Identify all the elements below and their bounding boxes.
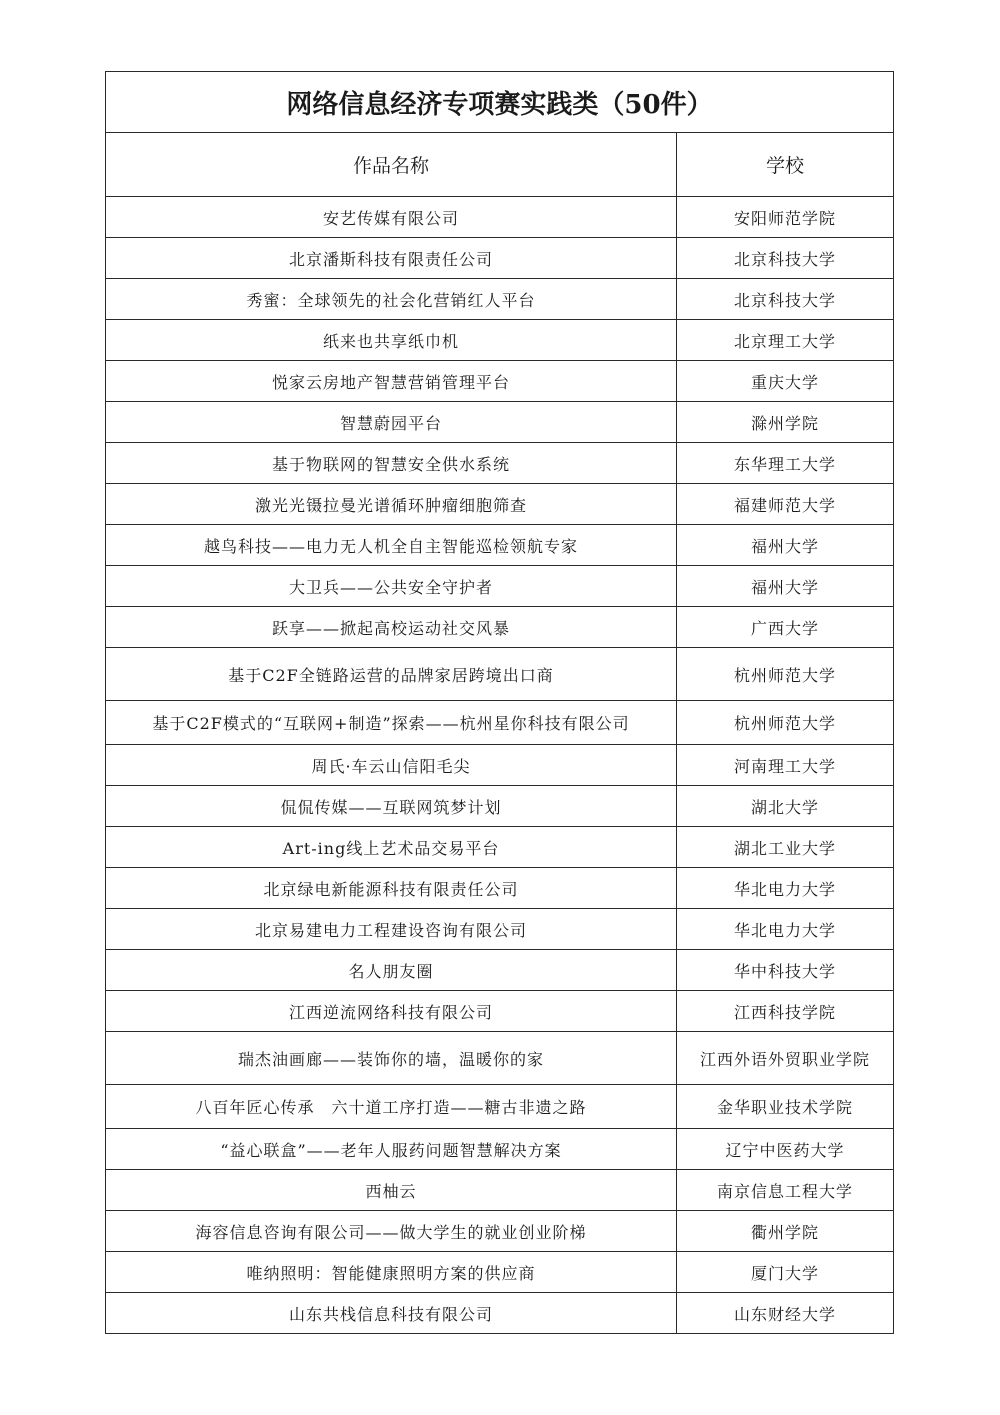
table-title: 网络信息经济专项赛实践类（50件）: [106, 72, 894, 133]
school-cell: 南京信息工程大学: [677, 1170, 894, 1211]
school-cell: 杭州师范大学: [677, 648, 894, 701]
table-row: [106, 443, 894, 484]
school-cell: 北京科技大学: [677, 238, 894, 279]
table-row: [106, 827, 894, 868]
table-row: [106, 991, 894, 1032]
school-cell: 滁州学院: [677, 402, 894, 443]
entry-name-cell: 北京易建电力工程建设咨询有限公司: [106, 909, 677, 950]
school-cell: 华北电力大学: [677, 909, 894, 950]
entry-name-cell: 名人朋友圈: [106, 950, 677, 991]
table-row: [106, 279, 894, 320]
entry-name-cell: 基于C2F模式的“互联网+制造”探索——杭州星你科技有限公司: [106, 701, 677, 745]
entry-name-cell: 江西逆流网络科技有限公司: [106, 991, 677, 1032]
table-row: [106, 868, 894, 909]
school-cell: 北京理工大学: [677, 320, 894, 361]
school-cell: 福州大学: [677, 525, 894, 566]
entry-name-cell: 安艺传媒有限公司: [106, 197, 677, 238]
entry-name-cell: 西柚云: [106, 1170, 677, 1211]
entry-name-cell: 秀蜜：全球领先的社会化营销红人平台: [106, 279, 677, 320]
table-row: [106, 909, 894, 950]
school-cell: 安阳师范学院: [677, 197, 894, 238]
entry-name-cell: 越鸟科技——电力无人机全自主智能巡检领航专家: [106, 525, 677, 566]
entry-name-cell: “益心联盒”——老年人服药问题智慧解决方案: [106, 1129, 677, 1170]
school-cell: 湖北工业大学: [677, 827, 894, 868]
table-body: [106, 197, 894, 1334]
table-row: [106, 525, 894, 566]
table-row: [106, 701, 894, 745]
school-cell: 衢州学院: [677, 1211, 894, 1252]
school-cell: 江西科技学院: [677, 991, 894, 1032]
school-cell: 厦门大学: [677, 1252, 894, 1293]
table-row: [106, 238, 894, 279]
entry-name-cell: 北京潘斯科技有限责任公司: [106, 238, 677, 279]
entry-name-cell: 智慧蔚园平台: [106, 402, 677, 443]
table-row: [106, 402, 894, 443]
entry-name-cell: 北京绿电新能源科技有限责任公司: [106, 868, 677, 909]
table-row: [106, 607, 894, 648]
school-cell: 福建师范大学: [677, 484, 894, 525]
table-row: [106, 1293, 894, 1334]
school-cell: 北京科技大学: [677, 279, 894, 320]
column-header-name: 作品名称: [106, 133, 677, 197]
table-row: [106, 786, 894, 827]
table-row: [106, 648, 894, 701]
entry-name-cell: 大卫兵——公共安全守护者: [106, 566, 677, 607]
entry-name-cell: 唯纳照明：智能健康照明方案的供应商: [106, 1252, 677, 1293]
school-cell: 金华职业技术学院: [677, 1085, 894, 1129]
school-cell: 湖北大学: [677, 786, 894, 827]
entry-name-cell: 八百年匠心传承 六十道工序打造——糖古非遗之路: [106, 1085, 677, 1129]
column-header-school: 学校: [677, 133, 894, 197]
entry-name-cell: Art-ing线上艺术品交易平台: [106, 827, 677, 868]
table-row: [106, 484, 894, 525]
school-cell: 河南理工大学: [677, 745, 894, 786]
entry-name-cell: 瑞杰油画廊——装饰你的墙，温暖你的家: [106, 1032, 677, 1085]
table-row: [106, 950, 894, 991]
table-row: [106, 1252, 894, 1293]
school-cell: 广西大学: [677, 607, 894, 648]
table-row: [106, 1085, 894, 1129]
entry-name-cell: 悦家云房地产智慧营销管理平台: [106, 361, 677, 402]
entry-name-cell: 基于物联网的智慧安全供水系统: [106, 443, 677, 484]
entry-name-cell: 基于C2F全链路运营的品牌家居跨境出口商: [106, 648, 677, 701]
table-row: [106, 320, 894, 361]
school-cell: 华北电力大学: [677, 868, 894, 909]
entry-name-cell: 激光光镊拉曼光谱循环肿瘤细胞筛查: [106, 484, 677, 525]
entry-name-cell: 侃侃传媒——互联网筑梦计划: [106, 786, 677, 827]
table-row: [106, 361, 894, 402]
school-cell: 江西外语外贸职业学院: [677, 1032, 894, 1085]
school-cell: 华中科技大学: [677, 950, 894, 991]
school-cell: 福州大学: [677, 566, 894, 607]
award-table: [105, 71, 894, 1334]
entry-name-cell: 周氏·车云山信阳毛尖: [106, 745, 677, 786]
table-row: [106, 745, 894, 786]
school-cell: 重庆大学: [677, 361, 894, 402]
school-cell: 山东财经大学: [677, 1293, 894, 1334]
table-row: [106, 1129, 894, 1170]
table-row: [106, 566, 894, 607]
entry-name-cell: 跃享——掀起高校运动社交风暴: [106, 607, 677, 648]
school-cell: 杭州师范大学: [677, 701, 894, 745]
table-row: [106, 1032, 894, 1085]
school-cell: 辽宁中医药大学: [677, 1129, 894, 1170]
entry-name-cell: 海容信息咨询有限公司——做大学生的就业创业阶梯: [106, 1211, 677, 1252]
school-cell: 东华理工大学: [677, 443, 894, 484]
table-row: [106, 1170, 894, 1211]
table-row: [106, 197, 894, 238]
entry-name-cell: 山东共栈信息科技有限公司: [106, 1293, 677, 1334]
entry-name-cell: 纸来也共享纸巾机: [106, 320, 677, 361]
table-row: [106, 1211, 894, 1252]
